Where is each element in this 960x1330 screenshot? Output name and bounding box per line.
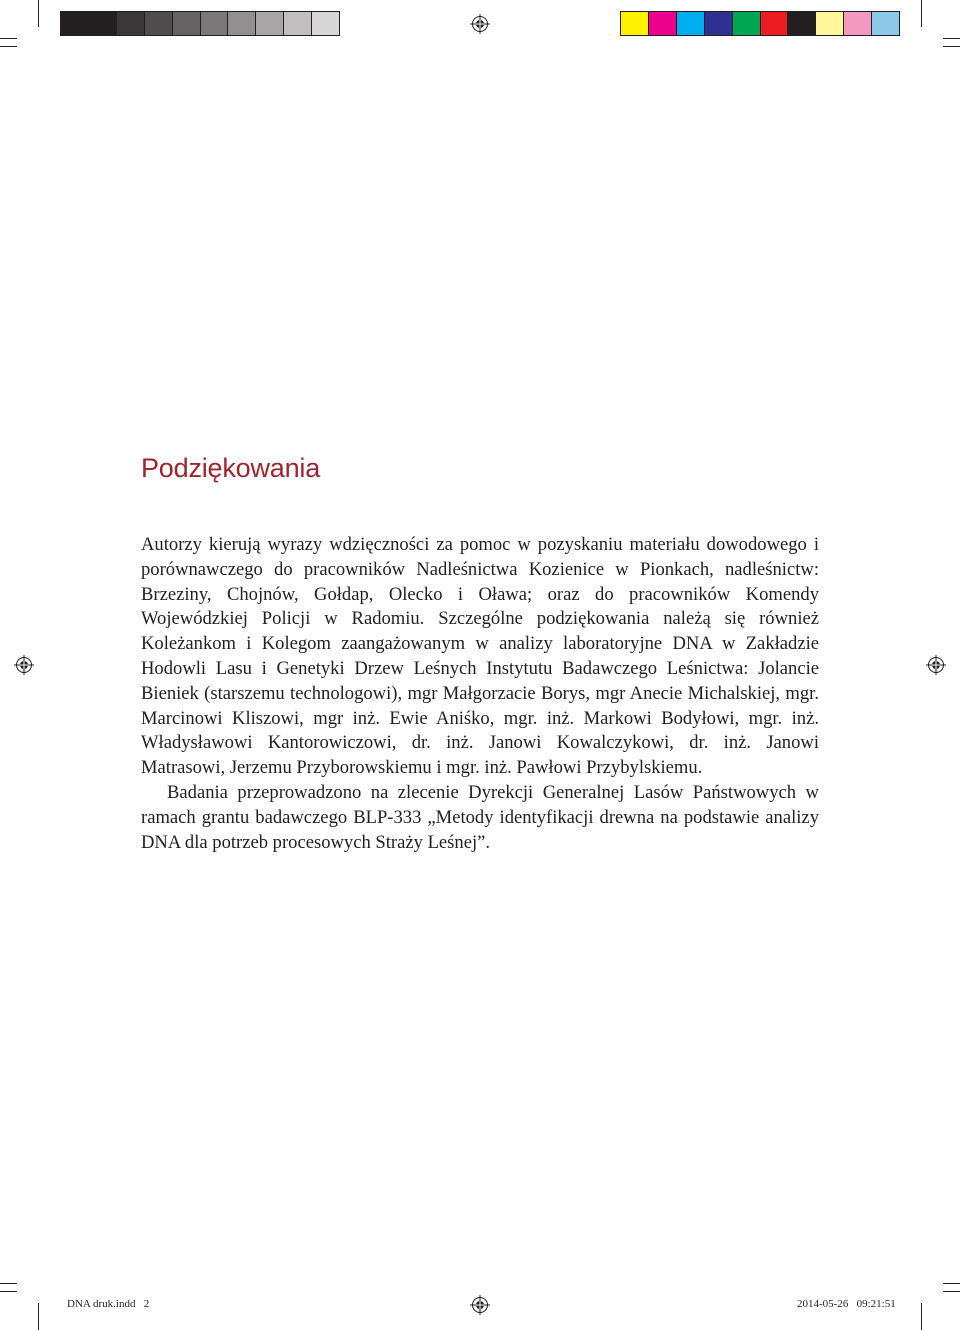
color-swatch	[200, 12, 228, 35]
color-swatch	[283, 12, 311, 35]
crop-mark	[0, 38, 17, 39]
crop-mark	[943, 1283, 960, 1284]
color-swatch	[648, 12, 676, 35]
color-swatch	[311, 12, 339, 35]
color-swatch	[871, 12, 899, 35]
slug-filename: DNA druk.indd 2	[67, 1298, 150, 1310]
registration-mark-icon	[926, 655, 946, 675]
color-swatch	[255, 12, 283, 35]
color-swatch	[227, 12, 255, 35]
grayscale-color-bar	[60, 11, 340, 36]
crop-mark	[0, 1291, 17, 1292]
process-color-bar	[620, 11, 900, 36]
crop-mark	[943, 46, 960, 47]
slug-datetime: 2014-05-26 09:21:51	[797, 1298, 896, 1310]
color-swatch	[843, 12, 871, 35]
crop-mark	[0, 46, 17, 47]
crop-mark	[943, 38, 960, 39]
color-swatch	[676, 12, 704, 35]
color-swatch	[621, 12, 648, 35]
color-swatch	[760, 12, 788, 35]
body-text	[141, 533, 819, 855]
crop-mark	[921, 0, 922, 27]
color-swatch	[144, 12, 172, 35]
paragraph: Autorzy kierują wyrazy wdzięczności za pomoc w pozyskaniu materiału dowodowego i porównawczego do pracowników Nadleśnictwa Kozienice w Pionkach, nadleśnictw: Brzeziny, Chojnów, Gołdap, Olecko i Oława; oraz do pracowników Komendy Wojewódzkiej Policji w Radomiu. Szczególne podziękowania należą się również Koleżankom i Kolegom zaangażowanym w analizy laboratoryjne DNA w Zakładzie Hodowli Lasu i Genetyki Drzew Leśnych Instytutu Badawczego Leśnictwa: Jolancie Bieniek (starszemu technologowi), mgr Małgorzacie Borys, mgr Anecie Michalskiej, mgr. Marcinowi Kliszowi, mgr inż. Ewie Aniśko, mgr. inż. Markowi Bodyłowi, mgr. inż. Władysławowi Kantorowiczowi, dr. inż. Janowi Kowalczykowi, dr. inż. Janowi Matrasowi, Jerzemu Przyborowskiemu i mgr. inż. Pawłowi Przybylskiemu.	[141, 534, 819, 779]
crop-mark	[38, 0, 39, 27]
color-swatch	[787, 12, 815, 35]
color-swatch	[732, 12, 760, 35]
color-swatch	[61, 12, 88, 35]
paragraph: Badania przeprowadzono na zlecenie Dyrekcji Generalnej Lasów Państwowych w ramach grantu badawczego BLP-333 „Metody identyfikacji drewna na podstawie analizy DNA dla potrzeb procesowych Straży Leśnej”.	[141, 781, 819, 853]
crop-mark	[943, 1291, 960, 1292]
color-swatch	[88, 12, 116, 35]
crop-mark	[38, 1303, 39, 1330]
crop-mark	[0, 1283, 17, 1284]
color-swatch	[704, 12, 732, 35]
color-swatch	[116, 12, 144, 35]
registration-mark-icon	[470, 1295, 490, 1315]
color-swatch	[172, 12, 200, 35]
crop-mark	[921, 1303, 922, 1330]
page-title: Podziękowania	[141, 453, 321, 483]
registration-mark-icon	[14, 655, 34, 675]
registration-mark-icon	[470, 14, 490, 34]
color-swatch	[815, 12, 843, 35]
